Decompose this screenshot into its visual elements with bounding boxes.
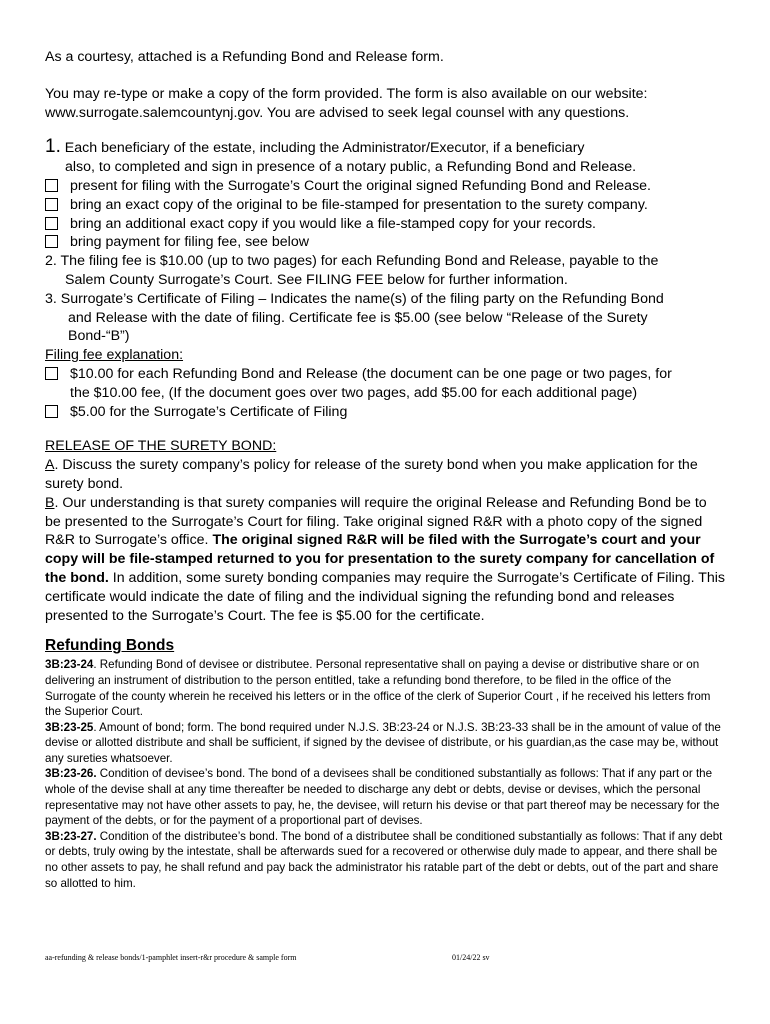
item-1-check-4 — [45, 233, 725, 252]
check-label-cont: the $10.00 fee, (If the document goes over two pages, add $5.00 for each additional page) — [70, 384, 638, 401]
statute-code: 3B:23-27. — [45, 829, 97, 843]
document-page — [45, 48, 725, 891]
statute-text: Condition of the distributee’s bond. The bond of a distributee shall be conditioned substantially as follows: That if any debt or debts, truly owing by the intestate, shall be afterwards sued for a recovered or otherwise duly made to appear, and there shall be no other assets to pay, he shall refund and pay back the administrator his ratable part of the debt or debts, out of the part and share so allotted to him. — [45, 829, 723, 890]
statute-code: 3B:23-25 — [45, 720, 94, 734]
footer-right: 01/24/22 sv — [452, 953, 490, 962]
footer-left: aa-refunding & release bonds/1-pamphlet insert-r&r procedure & sample form — [45, 953, 297, 962]
retype-line-1: You may re-type or make a copy of the form provided. The form is also available on our website: — [45, 85, 648, 102]
statute-code: 3B:23-26. — [45, 767, 97, 781]
courtesy-paragraph: As a courtesy, attached is a Refunding Bond and Release form. — [45, 49, 444, 65]
retype-line-2: www.surrogate.salemcountynj.gov. You are advised to seek legal counsel with any questions. — [45, 104, 630, 121]
item-1-text: Each beneficiary of the estate, including the Administrator/Executor, if a beneficiary — [60, 140, 585, 157]
statute-3b-23-27 — [45, 829, 725, 891]
item-1-line-1 — [45, 138, 725, 158]
release-b-label: B — [45, 494, 55, 511]
release-b-text: . Our understanding is that surety companies will require the original Release and Refunding Bond be to be presented to the Surrogate’s Court for filing. Take original signed R&R with a photo copy of the signed R&R to Surrogate’s office. — [45, 494, 707, 549]
release-b-tail: In addition, some surety bonding companies may require the Surrogate’s Certificate of Filing. This certificate would indicate the date of filing and the individual signing the refunding bond and releases presented to the Surrogate’s Court. The fee is $5.00 for the certificate. — [45, 569, 726, 624]
release-a-text: . Discuss the surety company’s policy for release of the surety bond when you make application for the surety bond. — [45, 457, 698, 492]
statute-text: . Refunding Bond of devisee or distributee. Personal representative shall on paying a devise or distributive share or on delivering an instrument of distribution to the person entitled, take a refunding bond therefore, to be filed in the office of the Surrogate of the county wherein he received his letters or in the office of the clerk of Superior Court , if he received his letters from the Superior Court. — [45, 658, 711, 719]
release-b-paragraph — [45, 494, 725, 626]
item-1-check-3 — [45, 215, 725, 234]
checkbox[interactable] — [45, 367, 58, 380]
statute-3b-23-24 — [45, 657, 725, 719]
checkbox[interactable] — [45, 235, 58, 248]
item-1-number: 1. — [45, 136, 61, 158]
filing-fee-check-2 — [45, 403, 725, 422]
statute-3b-23-26 — [45, 766, 725, 828]
check-label: $10.00 for each Refunding Bond and Release (the document can be one page or two pages, for — [70, 365, 672, 382]
release-a-label: A — [45, 457, 55, 474]
item-2-line-2: Salem County Surrogate’s Court. See FILING FEE below for further information. — [65, 271, 568, 288]
item-1-check-1 — [45, 177, 725, 196]
filing-fee-heading: Filing fee explanation: — [45, 347, 184, 364]
check-label: bring payment for filing fee, see below — [70, 234, 309, 251]
item-1-line-2: also, to completed and sign in presence of a notary public, a Refunding Bond and Release. — [65, 159, 637, 176]
release-a-paragraph — [45, 456, 725, 494]
item-2-line-1: 2. The filing fee is $10.00 (up to two pages) for each Refunding Bond and Release, payable to the — [45, 253, 659, 270]
check-label: bring an exact copy of the original to be file-stamped for presentation to the surety company. — [70, 196, 648, 213]
check-label: $5.00 for the Surrogate’s Certificate of Filing — [70, 403, 348, 420]
checkbox[interactable] — [45, 217, 58, 230]
statute-3b-23-25 — [45, 720, 725, 767]
check-label: bring an additional exact copy if you would like a file-stamped copy for your records. — [70, 215, 596, 232]
item-1-check-2 — [45, 196, 725, 215]
checkbox[interactable] — [45, 405, 58, 418]
checkbox[interactable] — [45, 179, 58, 192]
statute-text: Condition of devisee’s bond. The bond of a devisees shall be conditioned substantially as follows: That if any part or the whole of the devise shall at any time thereafter be needed to discharge any debt or debts, devise or devises, which the personal representative may not have other assets to pay, he, the devisee, will return his devise or that part thereof may be necessary for the payment of the debts, or for the payment of a proportional part of devises. — [45, 767, 720, 828]
item-3-line-2: and Release with the date of filing. Certificate fee is $5.00 (see below “Release of the Surety — [68, 309, 648, 326]
item-3-line-3: Bond-“B”) — [68, 328, 130, 345]
checkbox[interactable] — [45, 198, 58, 211]
item-3-line-1: 3. Surrogate’s Certificate of Filing – Indicates the name(s) of the filing party on the Refunding Bond — [45, 290, 664, 307]
refunding-bonds-heading: Refunding Bonds — [45, 637, 175, 655]
statute-text: . Amount of bond; form. The bond required under N.J.S. 3B:23-24 or N.J.S. 3B:23-33 shall be in the amount of value of the devise or allotted distribute and shall be sufficient, if signed by the devisee of distribute, or his guardian,as the case may be, without any sureties whatsoever. — [45, 720, 721, 765]
release-b-bold: The original signed R&R will be filed with the Surrogate’s court and your copy will be file-stamped returned to you for presentation to the surety company for cancellation of the bond. — [45, 532, 715, 586]
release-heading: RELEASE OF THE SURETY BOND: — [45, 438, 277, 455]
check-label: present for filing with the Surrogate’s Court the original signed Refunding Bond and Release. — [70, 177, 651, 194]
filing-fee-check-1 — [45, 365, 725, 403]
statute-code: 3B:23-24 — [45, 658, 94, 672]
